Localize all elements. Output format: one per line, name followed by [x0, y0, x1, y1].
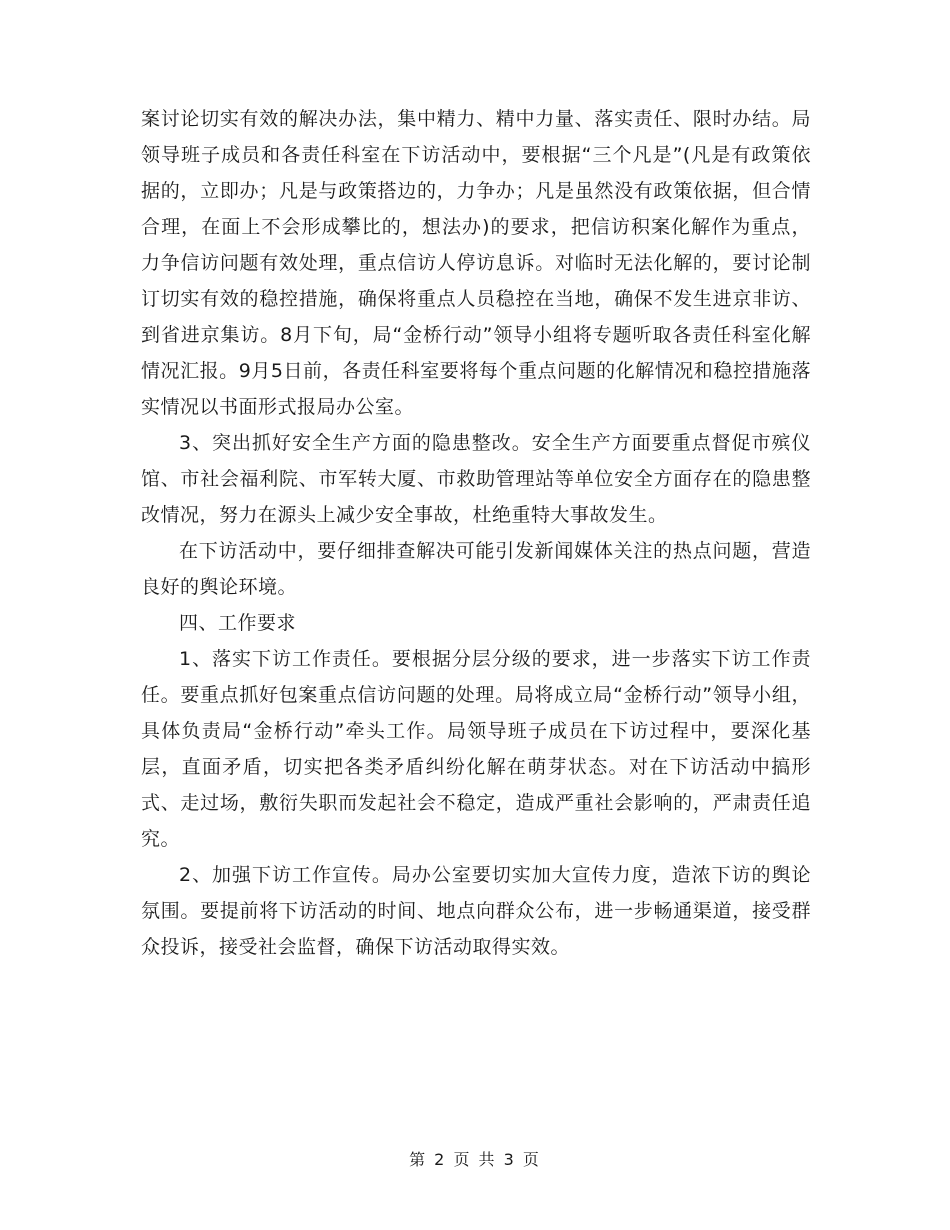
paragraph-publicity: 2、加强下访工作宣传。局办公室要切实加大宣传力度，造浓下访的舆论氛围。要提前将下访活动的时间、地点向群众公布，进一步畅通渠道，接受群众投诉，接受社会监督，确保下访活动取得实效。: [141, 864, 811, 958]
paragraph-media-hotspots: 在下访活动中，要仔细排查解决可能引发新闻媒体关注的热点问题，营造良好的舆论环境。: [141, 540, 811, 598]
paragraph-continuation: 案讨论切实有效的解决办法，集中精力、精中力量、落实责任、限时办结。局领导班子成员和各责任科室在下访活动中，要根据“三个凡是”(凡是有政策依据的，立即办；凡是与政策搭边的，力争办；凡是虽然没有政策依据，但合情合理，在面上不会形成攀比的，想法办)的要求，把信访积案化解作为重点，力争信访问题有效处理，重点信访人停访息诉。对临时无法化解的，要讨论制订切实有效的稳控措施，确保将重点人员稳控在当地，确保不发生进京非访、到省进京集访。8月下旬，局“金桥行动”领导小组将专题听取各责任科室化解情况汇报。9月5日前，各责任科室要将每个重点问题的化解情况和稳控措施落实情况以书面形式报局办公室。: [141, 108, 811, 418]
document-body: [141, 101, 811, 965]
section-heading-work-requirements: 四、工作要求: [179, 612, 297, 634]
page-number-footer: 第 2 页 共 3 页: [409, 1150, 541, 1169]
paragraph-responsibility: 1、落实下访工作责任。要根据分层分级的要求，进一步落实下访工作责任。要重点抓好包案重点信访问题的处理。局将成立局“金桥行动”领导小组，具体负责局“金桥行动”牵头工作。局领导班子成员在下访过程中，要深化基层，直面矛盾，切实把各类矛盾纠纷化解在萌芽状态。对在下访活动中搞形式、走过场，敷衍失职而发起社会不稳定，造成严重社会影响的，严肃责任追究。: [141, 648, 811, 850]
paragraph-safety-rectification: 3、突出抓好安全生产方面的隐患整改。安全生产方面要重点督促市殡仪馆、市社会福利院、市军转大厦、市救助管理站等单位安全方面存在的隐患整改情况，努力在源头上减少安全事故，杜绝重特大事故发生。: [141, 432, 811, 526]
